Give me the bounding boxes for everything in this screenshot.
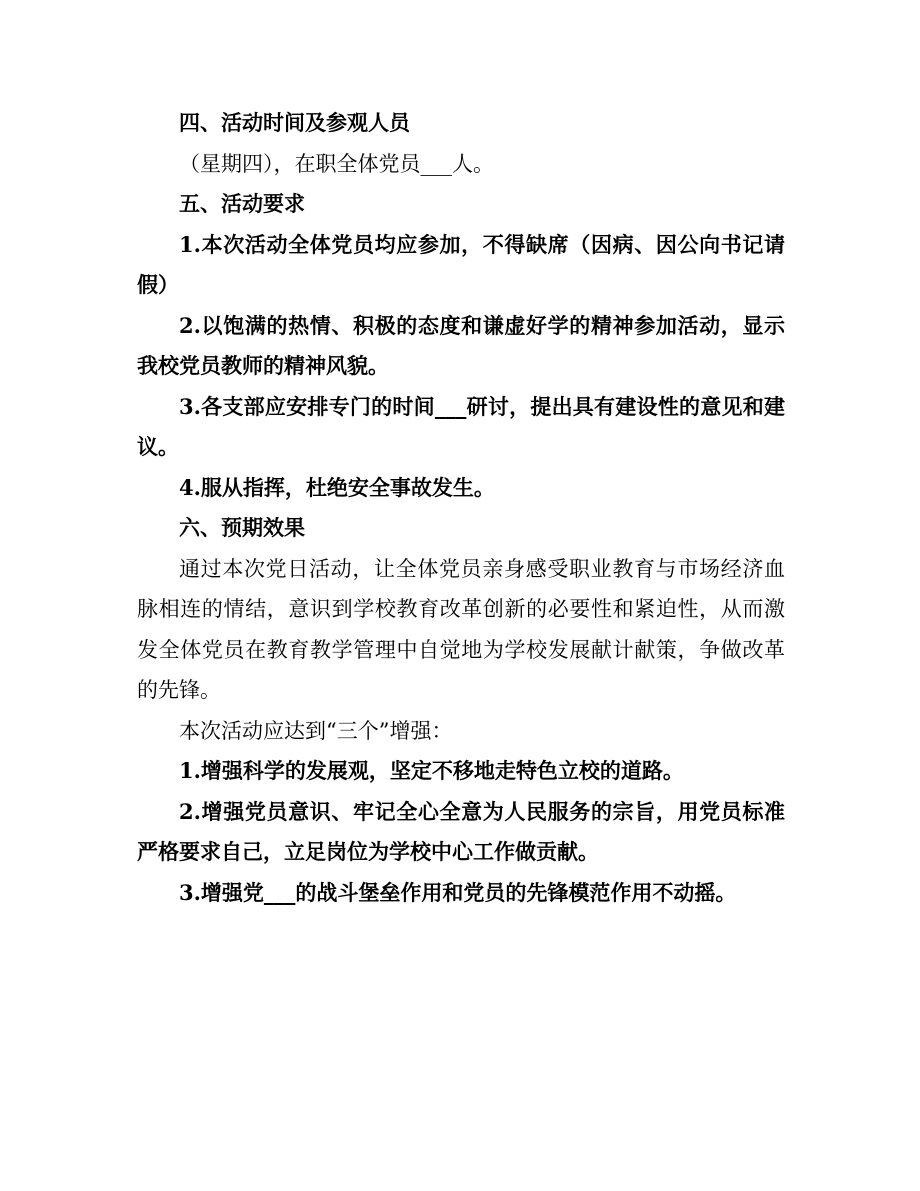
requirement-item-4: 4.服从指挥，杜绝安全事故发生。: [179, 474, 495, 500]
section-heading-requirements: 五、活动要求: [179, 191, 305, 216]
section-heading-activity-time: 四、活动时间及参观人员: [179, 110, 410, 135]
document-body: [137, 103, 785, 913]
enhancement-item-1: 1.增强科学的发展观，坚定不移地走特色立校的道路。: [179, 758, 684, 783]
expected-effects-text: 通过本次党日活动，让全体党员亲身感受职业教育与市场经济血脉相连的情结，意识到学校教育改革创新的必要性和紧迫性，从而激发全体党员在教育教学管理中自觉地为学校发展献计献策，争做改革的先锋。: [137, 556, 785, 702]
three-enhancements-intro: 本次活动应达到“三个”增强：: [179, 718, 453, 743]
requirement-item-3: 3.各支部应安排专门的时间___研讨，提出具有建设性的意见和建议。: [137, 393, 785, 459]
requirement-item-2: 2.以饱满的热情、积极的态度和谦虚好学的精神参加活动，显示我校党员教师的精神风貌。: [137, 312, 785, 378]
requirement-item-1: 1.本次活动全体党员均应参加，不得缺席（因病、因公向书记请假）: [137, 231, 785, 297]
activity-time-text: （星期四），在职全体党员___人。: [179, 151, 494, 176]
enhancement-item-2: 2.增强党员意识、牢记全心全意为人民服务的宗旨，用党员标准严格要求自己，立足岗位为学校中心工作做贡献。: [137, 798, 785, 864]
enhancement-item-3: 3.增强党___的战斗堡垒作用和党员的先锋模范作用不动摇。: [179, 879, 737, 905]
section-heading-expected-effects: 六、预期效果: [179, 515, 305, 540]
